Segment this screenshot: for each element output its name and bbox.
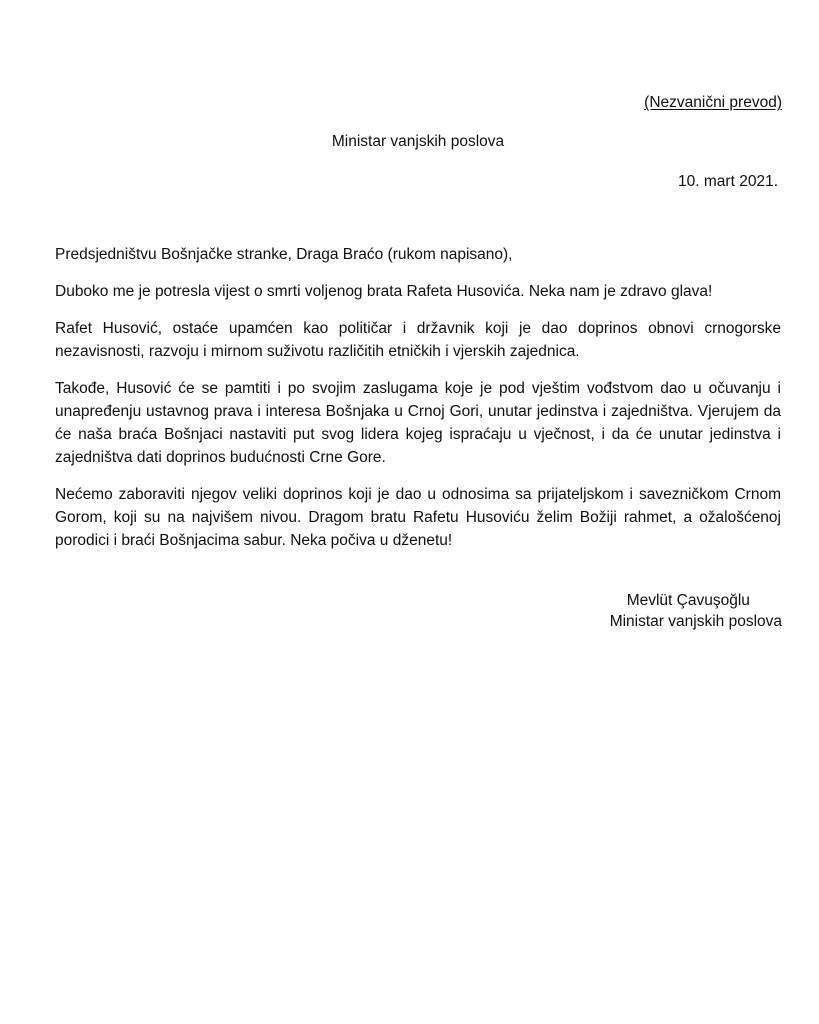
paragraph: Duboko me je potresla vijest o smrti voljenog brata Rafeta Husovića. Neka nam je zdravo glava! bbox=[55, 283, 713, 300]
salutation: Predsjedništvu Bošnjačke stranke, Draga Braćo (rukom napisano), bbox=[55, 246, 513, 263]
letter-body bbox=[55, 243, 781, 566]
signatory-title: Ministar vanjskih poslova bbox=[609, 613, 782, 630]
letter-date: 10. mart 2021. bbox=[678, 173, 778, 190]
signature-block bbox=[610, 590, 782, 632]
unofficial-translation-note: (Nezvanični prevod) bbox=[644, 94, 782, 111]
paragraph: Rafet Husović, ostaće upamćen kao političar i državnik koji je dao doprinos obnovi crnogorske nezavisnosti, razvoju i mirnom suživotu različitih etničkih i vjerskih zajednica. bbox=[55, 320, 781, 360]
paragraph: Nećemo zaboraviti njegov veliki doprinos koji je dao u odnosima sa prijateljskom i savezničkom Crnom Gorom, koji su na najvišem nivou. Dragom bratu Rafetu Husoviću želim Božiji rahmet, a ožalošćenoj porodici i braći Bošnjacima sabur. Neka počiva u dženetu! bbox=[55, 486, 781, 549]
signatory-name: Mevlüt Çavuşoğlu bbox=[626, 592, 750, 609]
letter-heading: Ministar vanjskih poslova bbox=[331, 133, 505, 150]
paragraph: Takođe, Husović će se pamtiti i po svojim zaslugama koje je pod vještim vođstvom dao u očuvanju i unapređenju ustavnog prava i interesa Bošnjaka u Crnoj Gori, unutar jedinstva i zajedništva. Vjerujem da će naša braća Bošnjaci nastaviti put svog lidera kojeg ispraćaju u vječnost, i da će unutar jedinstva i zajedništva dati doprinos budućnosti Crne Gore. bbox=[55, 380, 781, 466]
